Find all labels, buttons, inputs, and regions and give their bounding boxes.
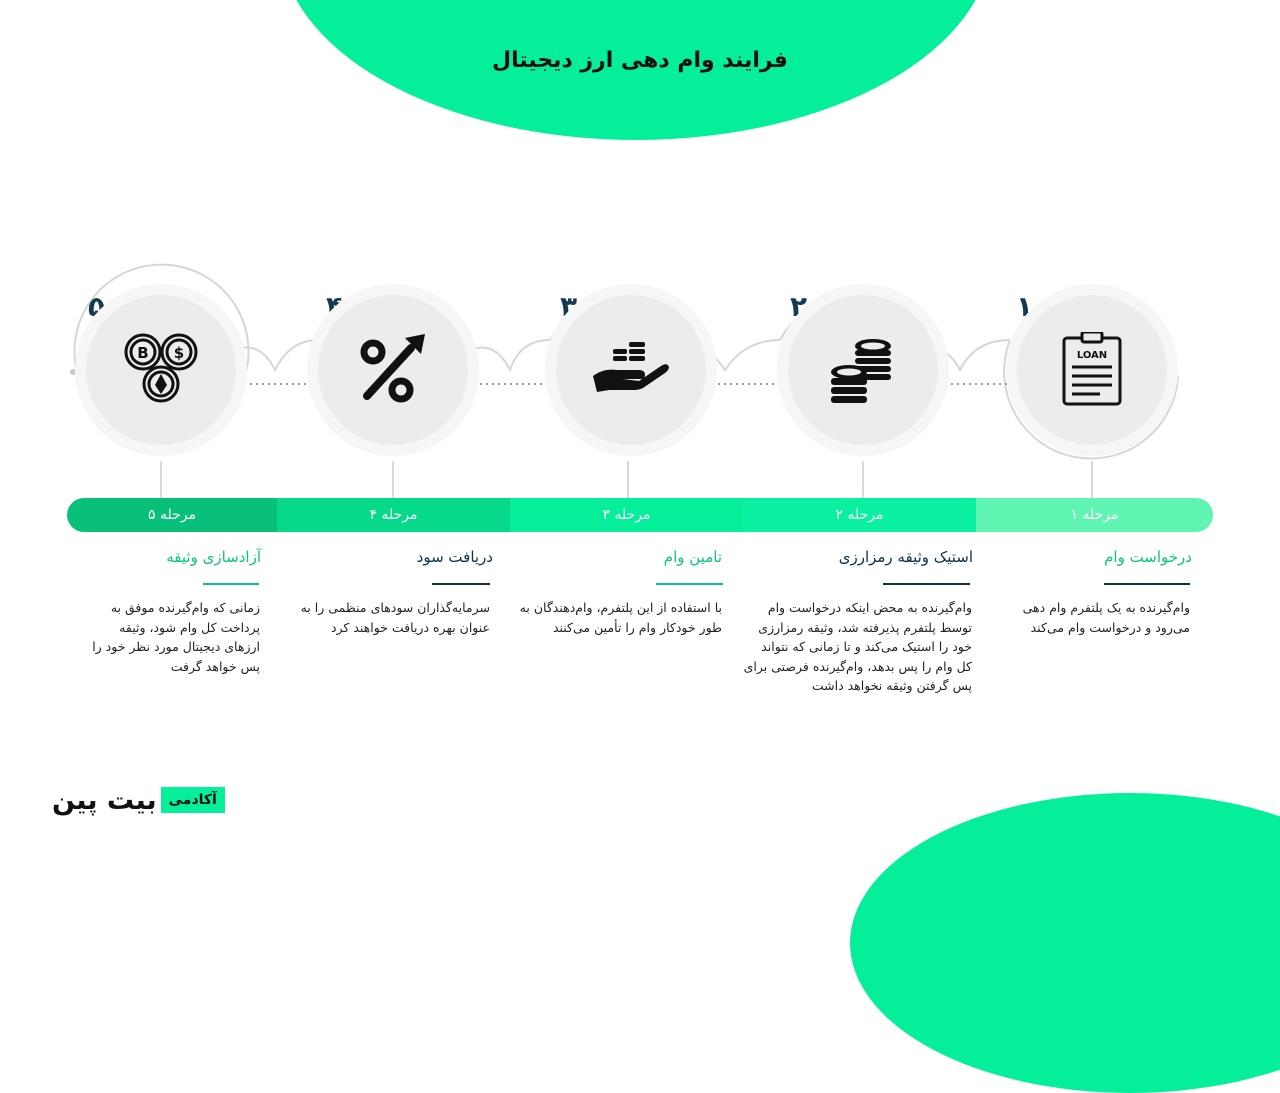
step-3-heading: تامین وام [663,548,722,566]
step-1-number: ۱ [1016,290,1034,323]
crypto-coins-icon [123,332,199,408]
step-1-circle [1017,295,1167,445]
svg-text:B: B [137,344,149,362]
percent-growth-icon [355,332,431,408]
step-4-number: ۴ [326,290,344,323]
stage-5-label: مرحله ۵ [148,507,196,523]
step-4-heading: دریافت سود [416,548,493,566]
step-3-stem [627,461,629,498]
step-2-underline [883,583,970,585]
stage-2-bar [743,498,976,532]
step-2-stem [862,461,864,498]
step-2-description: وام‌گیرنده به محض اینکه درخواست وام توسط پلتفرم پذیرفته شد، وثیقه رمزارزی خود را استیک می‌کند و تا زمانی که نتواند کل وام را پس بدهد، وام‌گیرنده فرصتی برای پس گرفتن وثیقه نخواهد داشت [743,600,972,693]
step-3-circle [556,295,706,445]
page-title: فرایند وام دهی ارز دیجیتال [492,48,788,73]
logo-wordmark: بیت پین [52,784,157,816]
stage-4-bar [277,498,510,532]
svg-text:$: $ [173,344,185,362]
step-5-description: زمانی که وام‌گیرنده موفق به پرداخت کل وام شود، وثیقه ارزهای دیجیتال مورد نظر خود را پس خواهد گرفت [92,600,260,674]
step-2-circle [788,295,938,445]
stage-3-bar [510,498,743,532]
step-1-description: وام‌گیرنده به یک پلتفرم وام دهی می‌رود و درخواست وام می‌کند [1022,600,1190,635]
hand-coins-icon [593,332,669,408]
logo-badge: آکادمی [161,787,225,813]
stage-1-bar [976,498,1213,532]
step-5-stem [160,461,162,498]
loan-clipboard-icon [1054,332,1130,408]
stage-2-label: مرحله ۲ [835,507,884,523]
step-2-number: ۲ [790,290,808,323]
step-4-circle [318,295,468,445]
stage-1-label: مرحله ۱ [1070,507,1119,523]
coin-stacks-icon [825,332,901,408]
step-1-stem [1091,461,1093,498]
step-3-description: با استفاده از این پلتفرم، وام‌دهندگان به طور خودکار وام را تأمین می‌کنند [519,600,722,635]
step-3-underline [656,583,723,585]
step-4-underline [432,583,490,585]
step-4-stem [392,461,394,498]
step-5-heading: آزادسازی وثیقه [166,548,261,566]
step-4-description: سرمایه‌گذاران سودهای منظمی را به عنوان بهره دریافت خواهند کرد [300,600,490,635]
stage-5-bar [67,498,277,532]
brand-logo [52,783,225,817]
step-1-heading: درخواست وام [1104,548,1192,566]
stage-4-label: مرحله ۴ [369,507,418,523]
stage-3-label: مرحله ۳ [602,507,651,523]
step-5-number: ۵ [88,290,106,323]
step-5-underline [203,583,259,585]
step-1-underline [1104,583,1190,585]
step-2-heading: استیک وثیقه رمزارزی [838,548,973,566]
step-3-number: ۳ [560,290,578,323]
loan-label: LOAN [1076,350,1108,361]
step-5-circle [86,295,236,445]
